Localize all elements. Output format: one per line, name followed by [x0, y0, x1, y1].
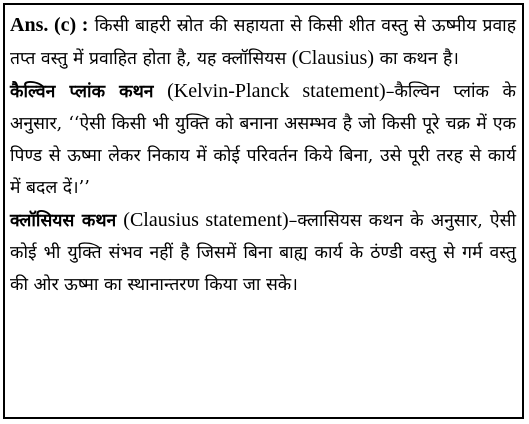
answer-paragraph	[10, 9, 516, 75]
kelvin-paragraph	[10, 75, 516, 204]
answer-box	[3, 3, 524, 419]
answer-text-end: का कथन है।	[379, 49, 459, 69]
answer-label: Ans. (c) :	[10, 14, 89, 36]
kelvin-heading: कैल्विन प्लांक कथन	[10, 82, 154, 102]
answer-latin: (Clausius)	[291, 47, 374, 69]
clausius-latin: (Clausius statement)	[123, 209, 289, 231]
clausius-text: –क्लासियस कथन के अनुसार, ऐसी कोई भी युक्ति संभव नहीं है जिसमें बिना बाह्य कार्य के ठंण्डी वस्तु से गर्म वस्तु की ओर ऊष्मा का स्थानान्तरण किया जा सके।	[10, 211, 516, 295]
clausius-paragraph	[10, 204, 516, 301]
answer-text: किसी बाहरी स्रोत की सहायता से किसी शीत वस्तु से ऊष्मीय प्रवाह तप्त वस्तु में प्रवाहित होता है, यह क्लॉसियस	[10, 16, 516, 69]
kelvin-latin: (Kelvin-Planck statement)	[167, 80, 386, 102]
kelvin-text: –कैल्विन प्लांक के अनुसार, ‘‘ऐसी किसी भी युक्ति को बनाना असम्भव है जो किसी पूरे चक्र में एक पिण्ड से ऊष्मा लेकर निकाय में कोई परिवर्तन किये बिना, उसे पूरी तरह से कार्य में बदल दें।’’	[10, 82, 516, 198]
clausius-heading: क्लॉसियस कथन	[10, 211, 117, 231]
